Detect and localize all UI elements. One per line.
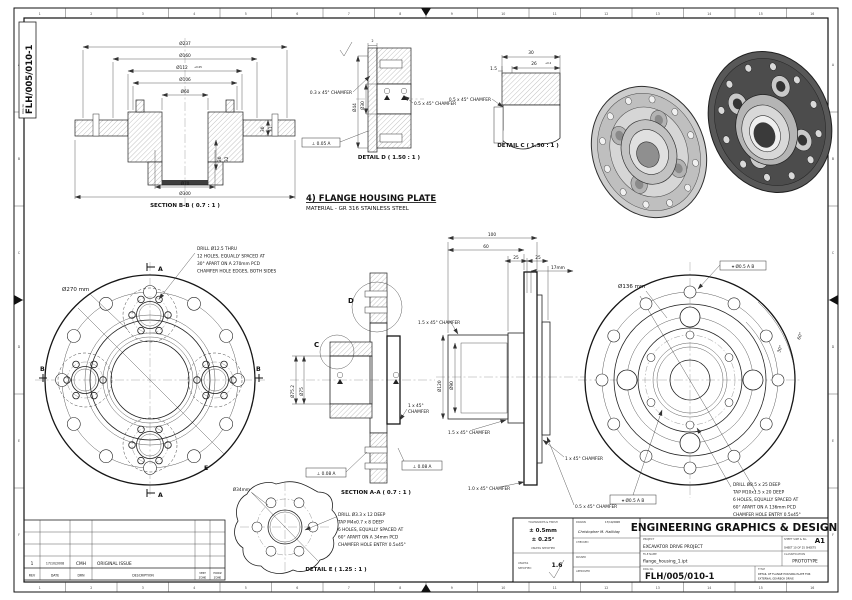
svg-text:⊥ 0.05 A: ⊥ 0.05 A — [311, 141, 331, 147]
svg-text:2: 2 — [90, 586, 93, 590]
svg-text:CHAMFER HOLE ENTRY 0.5x45°: CHAMFER HOLE ENTRY 0.5x45° — [733, 513, 801, 518]
svg-text:TAP M4x0.7 x 8 DEEP: TAP M4x0.7 x 8 DEEP — [338, 520, 384, 526]
svg-text:DATE: DATE — [50, 573, 60, 578]
chamfer-note: 0.5 x 45° CHAMFER — [448, 98, 491, 103]
svg-text:1: 1 — [30, 562, 34, 567]
svg-text:6: 6 — [296, 586, 299, 590]
svg-text:CLASSIFICATION: CLASSIFICATION — [784, 553, 806, 556]
drawing-number-box — [19, 22, 36, 118]
drawing-number-label: DRG No — [22, 103, 25, 114]
svg-text:1: 1 — [38, 586, 41, 590]
dim-label: Ø120 — [438, 380, 443, 392]
svg-text:SHEET SIZE & No.: SHEET SIZE & No. — [784, 538, 808, 541]
dim-label: 30 — [528, 51, 534, 56]
svg-text:4: 4 — [193, 586, 196, 590]
svg-text:A: A — [831, 63, 835, 67]
svg-text:PASSED: PASSED — [576, 556, 587, 559]
svg-text:3: 3 — [141, 586, 144, 590]
svg-text:16: 16 — [810, 586, 815, 590]
diameter-callout: Ø136 mm — [618, 284, 646, 290]
dim-tolerance: +0.05 — [194, 66, 202, 69]
view-label-detail-d: DETAIL D ( 1.50 : 1 ) — [357, 155, 421, 161]
svg-text:DRILL Ø12.5 THRU: DRILL Ø12.5 THRU — [197, 247, 238, 252]
dim-label: Ø60 — [180, 90, 190, 95]
svg-text:APPROVED: APPROVED — [576, 570, 591, 573]
dim-label: 60 — [483, 245, 489, 250]
svg-text:TAP M10x1.5 x 20 DEEP: TAP M10x1.5 x 20 DEEP — [733, 490, 785, 496]
dim-label: Ø300 — [179, 192, 191, 197]
svg-text:TITLE: TITLE — [758, 568, 766, 571]
svg-text:12: 12 — [604, 586, 609, 590]
chamfer-note: 1.5 x 45° CHAMFER — [448, 431, 491, 436]
svg-text:CHAMFER HOLE EDGES, BOTH SIDES: CHAMFER HOLE EDGES, BOTH SIDES — [197, 269, 277, 275]
svg-text:PROTOTYPE: PROTOTYPE — [792, 559, 818, 565]
svg-text:5: 5 — [244, 12, 247, 16]
svg-text:13: 13 — [655, 12, 660, 16]
svg-text:VERT: VERT — [199, 572, 206, 575]
angle-label: 30° — [777, 344, 785, 354]
dim-label: 26 — [531, 62, 537, 67]
svg-text:B: B — [40, 366, 45, 373]
svg-text:⌖ Ø0.5 A B: ⌖ Ø0.5 A B — [731, 264, 755, 270]
svg-text:± 0.25°: ± 0.25° — [531, 537, 555, 543]
svg-text:CHECKED: CHECKED — [576, 541, 589, 544]
svg-text:DRN: DRN — [77, 573, 85, 578]
svg-text:9: 9 — [450, 586, 453, 590]
svg-text:10: 10 — [501, 12, 506, 16]
dim-label: 17mm — [551, 266, 565, 271]
svg-text:UNLESS: UNLESS — [518, 562, 529, 565]
svg-text:11: 11 — [552, 586, 557, 590]
svg-text:Christopher M. Halliday: Christopher M. Halliday — [578, 530, 621, 534]
part-title: 4) FLANGE HOUSING PLATE — [306, 194, 437, 204]
svg-text:DESCRIPTION: DESCRIPTION — [132, 573, 154, 578]
svg-text:2: 2 — [90, 12, 93, 16]
svg-text:FLH/005/010-1: FLH/005/010-1 — [645, 572, 715, 582]
svg-text:C: C — [17, 251, 21, 255]
svg-text:DRILL Ø8.5 x 25 DEEP: DRILL Ø8.5 x 25 DEEP — [733, 483, 781, 488]
svg-text:B: B — [17, 157, 21, 161]
dim-label: Ø30 — [361, 101, 366, 110]
dim-label: Ø237 — [179, 42, 191, 47]
dim-label: Ø44 — [353, 103, 358, 112]
svg-text:PROJECT: PROJECT — [643, 538, 655, 541]
svg-text:12: 12 — [604, 12, 609, 16]
svg-text:DRILL Ø3.3 x 12 DEEP: DRILL Ø3.3 x 12 DEEP — [338, 513, 386, 518]
svg-text:12 HOLES, EQUALLY SPACED AT: 12 HOLES, EQUALLY SPACED AT — [197, 254, 265, 260]
dim-label: 100 — [487, 233, 497, 238]
svg-text:60° APART ON A 34mm PCD: 60° APART ON A 34mm PCD — [338, 535, 399, 541]
dim-tolerance: +0.2 — [545, 62, 552, 65]
chamfer-note: CHAMFER — [408, 410, 430, 415]
view-label-section-aa: SECTION A-A ( 0.7 : 1 ) — [341, 490, 411, 496]
svg-text:17/10/2008: 17/10/2008 — [605, 521, 620, 524]
view-label-detail-e: DETAIL E ( 1.25 : 1 ) — [305, 567, 367, 573]
svg-text:HORIZ: HORIZ — [213, 572, 222, 575]
svg-text:CHAMFER HOLE ENTRY 0.5x45°: CHAMFER HOLE ENTRY 0.5x45° — [338, 543, 406, 548]
svg-text:⌖ Ø0.5 A B: ⌖ Ø0.5 A B — [621, 498, 645, 504]
svg-text:30° APART ON A 270mm PCD: 30° APART ON A 270mm PCD — [197, 262, 260, 267]
title-block — [513, 518, 837, 582]
company-name: ENGINEERING GRAPHICS & DESIGN — [630, 522, 838, 534]
svg-text:⊥ 0.08 A: ⊥ 0.08 A — [316, 471, 336, 477]
dim-label: 30 — [218, 156, 223, 162]
svg-text:ZONE: ZONE — [213, 576, 222, 580]
chamfer-note: 1 x 45° — [408, 404, 424, 409]
svg-text:D: D — [17, 345, 21, 349]
svg-text:C: C — [831, 251, 835, 255]
svg-text:REV: REV — [28, 573, 36, 578]
svg-text:B: B — [831, 157, 835, 161]
svg-text:17/10/2008: 17/10/2008 — [45, 561, 65, 566]
svg-text:⊥ 0.08 A: ⊥ 0.08 A — [412, 464, 432, 470]
svg-text:16: 16 — [810, 12, 815, 16]
svg-text:15: 15 — [758, 12, 763, 16]
detail-marker-c: C — [314, 341, 320, 349]
svg-text:DRAWN: DRAWN — [576, 521, 586, 524]
drawing-number-vertical: FLH/005/010-1 — [25, 44, 35, 114]
svg-text:13: 13 — [655, 586, 660, 590]
detail-marker-d: D — [348, 297, 354, 305]
svg-text:± 0.5mm: ± 0.5mm — [529, 528, 557, 534]
svg-text:A1: A1 — [814, 537, 825, 545]
svg-text:B: B — [256, 366, 261, 373]
dim-label: 31 — [269, 126, 274, 132]
svg-text:flange_housing_1.ipt: flange_housing_1.ipt — [643, 559, 688, 565]
chamfer-note: 1.0 x 45° CHAMFER — [468, 487, 511, 492]
svg-text:5: 5 — [244, 586, 247, 590]
dim-label: Ø70 — [180, 182, 190, 187]
dim-label: 25 — [535, 256, 541, 261]
svg-text:14: 14 — [707, 12, 712, 16]
dim-label: 25 — [513, 256, 519, 261]
dim-label: Ø160 — [179, 54, 191, 59]
svg-text:1: 1 — [38, 12, 41, 16]
dim-label: 32 — [225, 156, 230, 162]
svg-text:7: 7 — [347, 12, 350, 16]
view-label-section-bb: SECTION B-B ( 0.7 : 1 ) — [150, 203, 220, 209]
svg-text:SPECIFIED: SPECIFIED — [518, 567, 532, 570]
svg-text:60° APART ON A 136mm PCD: 60° APART ON A 136mm PCD — [733, 505, 796, 511]
svg-text:DRG No.: DRG No. — [643, 568, 654, 571]
chamfer-note: 1.5 x 45° CHAMFER — [418, 321, 461, 326]
dim-label: 2 — [371, 39, 374, 43]
dim-label: Ø112 — [176, 66, 188, 71]
svg-text:F: F — [18, 533, 20, 537]
svg-text:D: D — [831, 345, 835, 349]
view-label-detail-c: DETAIL C ( 1.50 : 1 ) — [497, 143, 559, 149]
dim-label: Ø75.2 — [291, 385, 296, 398]
dim-label: Ø90 — [450, 381, 455, 390]
diameter-callout: Ø270 mm — [62, 287, 90, 293]
svg-text:CMH: CMH — [76, 562, 86, 567]
detail-marker-e: E — [204, 465, 209, 472]
svg-text:DETAIL OF FLANGE HOUSING PLATE: DETAIL OF FLANGE HOUSING PLATE FOR — [758, 573, 811, 576]
svg-text:E: E — [831, 439, 835, 443]
svg-text:15: 15 — [758, 586, 763, 590]
svg-text:9: 9 — [450, 12, 453, 16]
svg-text:EXTERNAL GEARBOX DRIVE: EXTERNAL GEARBOX DRIVE — [758, 577, 794, 581]
svg-text:4: 4 — [193, 12, 196, 16]
svg-text:6: 6 — [296, 12, 299, 16]
svg-text:A: A — [158, 266, 163, 273]
svg-text:E: E — [17, 439, 21, 443]
svg-text:7: 7 — [347, 586, 350, 590]
svg-text:ZONE: ZONE — [198, 576, 207, 580]
dim-label: Ø75 — [300, 387, 305, 396]
svg-text:8: 8 — [399, 12, 402, 16]
diameter-callout: Ø34mm — [232, 488, 250, 493]
part-material: MATERIAL - GR 316 STAINLESS STEEL — [306, 206, 409, 212]
dim-label: 1.5 — [490, 67, 497, 72]
chamfer-note: 0.5 x 45° CHAMFER — [414, 102, 457, 107]
svg-text:1.6: 1.6 — [551, 562, 563, 569]
chamfer-note: 1 x 45° CHAMFER — [565, 457, 604, 462]
dim-label: 30 — [261, 126, 266, 132]
svg-text:EXCAVATOR DRIVE PROJECT: EXCAVATOR DRIVE PROJECT — [643, 545, 703, 550]
svg-text:UNLESS SPECIFIED: UNLESS SPECIFIED — [530, 547, 556, 550]
svg-text:FILE NAME: FILE NAME — [643, 553, 657, 556]
svg-text:11: 11 — [552, 12, 557, 16]
chamfer-note: 0.5 x 45° CHAMFER — [575, 505, 618, 510]
angle-label: 60° — [797, 331, 805, 341]
svg-text:6 HOLES, EQUALLY SPACED AT: 6 HOLES, EQUALLY SPACED AT — [338, 528, 404, 533]
svg-text:A: A — [158, 492, 163, 499]
chamfer-note: 0.3 x 45° CHAMFER — [309, 91, 352, 96]
svg-text:14: 14 — [707, 586, 712, 590]
svg-text:TOLERANCES & FINISH: TOLERANCES & FINISH — [528, 521, 558, 524]
svg-text:8: 8 — [399, 586, 402, 590]
dim-label: Ø106 — [179, 78, 191, 83]
svg-text:3: 3 — [141, 12, 144, 16]
svg-text:ORIGINAL ISSUE: ORIGINAL ISSUE — [97, 562, 132, 567]
svg-text:SHEET 10 OF 25 SHEETS: SHEET 10 OF 25 SHEETS — [784, 546, 816, 550]
svg-text:F: F — [832, 533, 834, 537]
svg-text:6 HOLES, EQUALLY SPACED AT: 6 HOLES, EQUALLY SPACED AT — [733, 498, 799, 503]
svg-text:10: 10 — [501, 586, 506, 590]
